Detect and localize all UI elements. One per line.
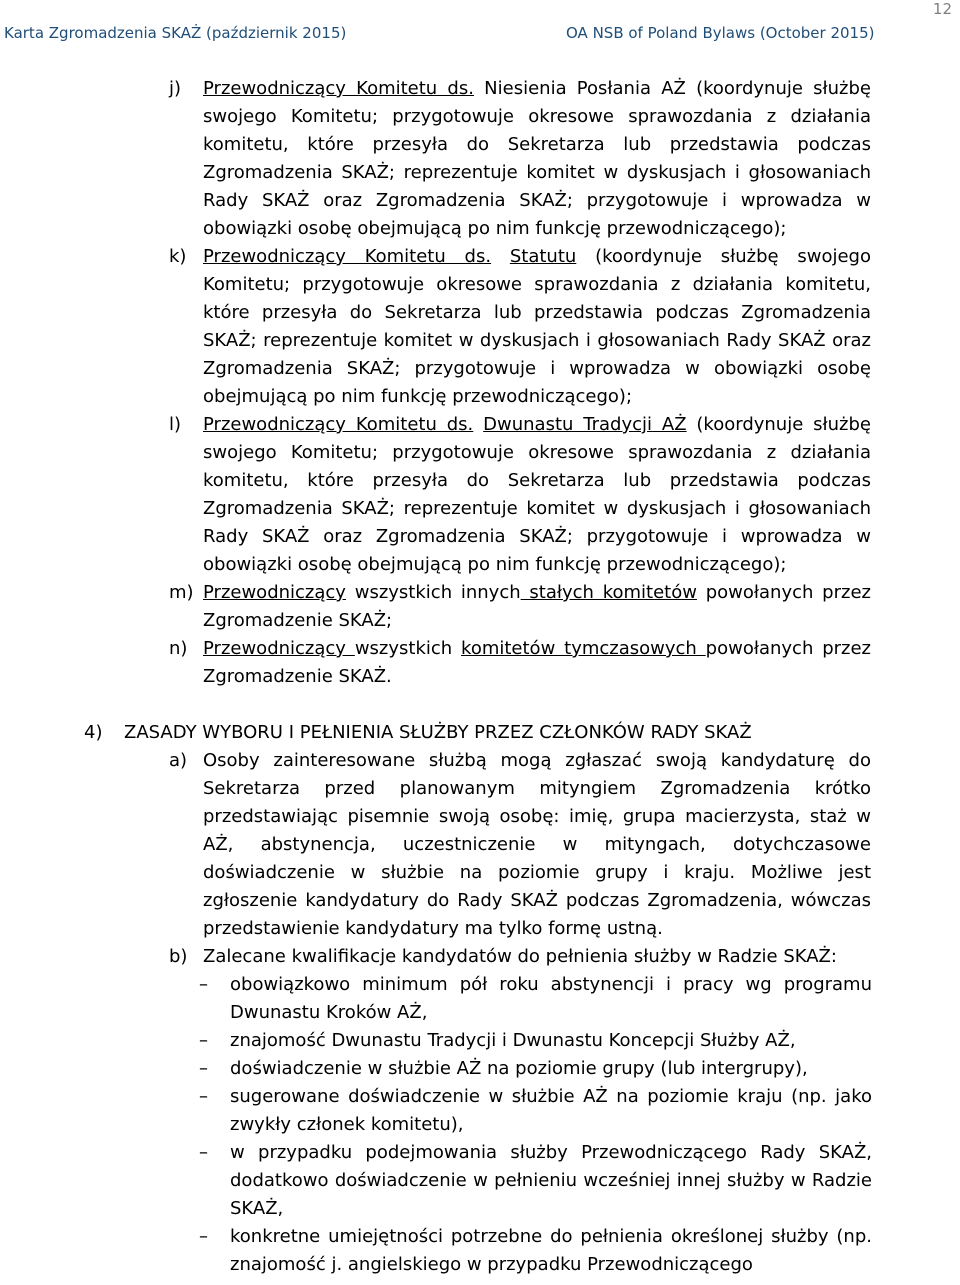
qualification-text: w przypadku podejmowania służby Przewodniczącego Rady SKAŻ, dodatkowo doświadczenie w pełnieniu wcześniej innej służby w Radzie SKAŻ, <box>230 1142 872 1219</box>
qualification-text: znajomość Dwunastu Tradycji i Dwunastu Koncepcji Służby AŻ, <box>230 1030 796 1051</box>
header-right-title: OA NSB of Poland Bylaws (October 2015) <box>566 24 875 42</box>
chair-link: Przewodniczący <box>203 638 355 659</box>
qualification-text: doświadczenie w służbie AŻ na poziomie grupy (lub intergrupy), <box>230 1058 808 1079</box>
committees-link: stałych komitetów <box>520 582 697 603</box>
list-marker: a) <box>169 750 188 771</box>
qualification-item <box>0 971 872 1027</box>
item-description: Zalecane kwalifikacje kandydatów do pełnienia służby w Radzie SKAŻ: <box>203 946 837 967</box>
item-description: powołanych przez Zgromadzenie SKAŻ. <box>203 638 871 687</box>
list-marker: j) <box>169 78 182 99</box>
document-body <box>0 75 960 1279</box>
qualification-item <box>0 1083 872 1139</box>
dash-bullet: – <box>199 1058 208 1079</box>
item-mid-text: wszystkich <box>354 638 462 659</box>
item-description: Osoby zainteresowane służbą mogą zgłaszać swoją kandydaturę do Sekretarza przed planowanym mityngiem Zgromadzenia krótko przedstawiając pisemnie swoją osobę: imię, grupa macierzysta, staż w AŻ, abstynencja, uczestniczenie w mityngach, dotychczasowe doświadczenie w służbie na poziomie grupy i kraju. Możliwe jest zgłoszenie kandydatury do Rady SKAŻ podczas Zgromadzenia, wówczas przedstawienie kandydatury ma tylko formę ustną. <box>203 750 871 939</box>
item-description: powołanych przez Zgromadzenie SKAŻ; <box>203 582 871 631</box>
committee-chair-link: Przewodniczący Komitetu ds. <box>203 246 492 267</box>
qualification-text: konkretne umiejętności potrzebne do pełnienia określonej służby (np. znajomość j. angielskiego w przypadku Przewodniczącego <box>230 1226 872 1275</box>
qualification-text: obowiązkowo minimum pół roku abstynencji i pracy wg programu Dwunastu Kroków AŻ, <box>230 974 872 1023</box>
item-description: (koordynuje służbę swojego Komitetu; przygotowuje okresowe sprawozdania z działania komitetu, które przesyła do Sekretarza lub przedstawia podczas Zgromadzenia SKAŻ; reprezentuje komitet w dyskusjach i głosowaniach Rady SKAŻ oraz Zgromadzenia SKAŻ; przygotowuje i wprowadza w obowiązki osobę obejmującą po nim funkcję przewodniczącego); <box>203 246 871 407</box>
section-title: ZASADY WYBORU I PEŁNIENIA SŁUŻBY PRZEZ CZŁONKÓW RADY SKAŻ <box>124 722 752 743</box>
committee-chair-link: Przewodniczący Komitetu ds. <box>203 78 474 99</box>
section-4-item-b <box>0 943 871 971</box>
dash-bullet: – <box>199 1142 208 1163</box>
section-4-heading <box>0 719 960 747</box>
list-marker: l) <box>169 414 182 435</box>
item-mid-text: wszystkich innych <box>345 582 521 603</box>
committee-chair-link: Przewodniczący Komitetu ds. <box>203 414 474 435</box>
dash-bullet: – <box>199 1086 208 1107</box>
list-marker: m) <box>169 582 194 603</box>
section-4-item-a <box>0 747 871 943</box>
qualification-item <box>0 1027 872 1055</box>
list-marker: n) <box>169 638 188 659</box>
item-description: (koordynuje służbę swojego Komitetu; przygotowuje okresowe sprawozdania z działania komitetu, które przesyła do Sekretarza lub przedstawia podczas Zgromadzenia SKAŻ; reprezentuje komitet w dyskusjach i głosowaniach Rady SKAŻ oraz Zgromadzenia SKAŻ; przygotowuje i wprowadza w obowiązki osobę obejmującą po nim funkcję przewodniczącego); <box>203 414 872 575</box>
item-description: (koordynuje służbę swojego Komitetu; przygotowuje okresowe sprawozdania z działania komitetu, które przesyła do Sekretarza lub przedstawia podczas Zgromadzenia SKAŻ; reprezentuje komitet w dyskusjach i głosowaniach Rady SKAŻ oraz Zgromadzenia SKAŻ; przygotowuje i wprowadza w obowiązki osobę obejmującą po nim funkcję przewodniczącego); <box>203 78 872 239</box>
list-item-n <box>0 635 871 691</box>
list-marker: b) <box>169 946 188 967</box>
header-left-title: Karta Zgromadzenia SKAŻ (październik 2015) <box>4 24 347 42</box>
page-header <box>0 24 960 48</box>
qualification-item <box>0 1223 872 1279</box>
qualification-item <box>0 1055 872 1083</box>
list-item-m <box>0 579 871 635</box>
list-item-k <box>0 243 871 411</box>
qualification-item <box>0 1139 872 1223</box>
qualification-text: sugerowane doświadczenie w służbie AŻ na poziomie kraju (np. jako zwykły członek komitetu), <box>230 1086 872 1135</box>
dash-bullet: – <box>199 974 208 995</box>
committees-link: komitetów tymczasowych <box>461 638 706 659</box>
chair-link: Przewodniczący <box>203 582 346 603</box>
list-item-l <box>0 411 871 579</box>
dash-bullet: – <box>199 1030 208 1051</box>
page-number: 12 <box>932 0 952 18</box>
committee-name: Niesienia Posłania AŻ <box>484 78 686 99</box>
section-marker: 4) <box>84 722 103 743</box>
committee-name: Dwunastu Tradycji AŻ <box>483 414 687 435</box>
list-marker: k) <box>169 246 187 267</box>
committee-name: Statutu <box>509 246 577 267</box>
list-item-j <box>0 75 871 243</box>
dash-bullet: – <box>199 1226 208 1247</box>
